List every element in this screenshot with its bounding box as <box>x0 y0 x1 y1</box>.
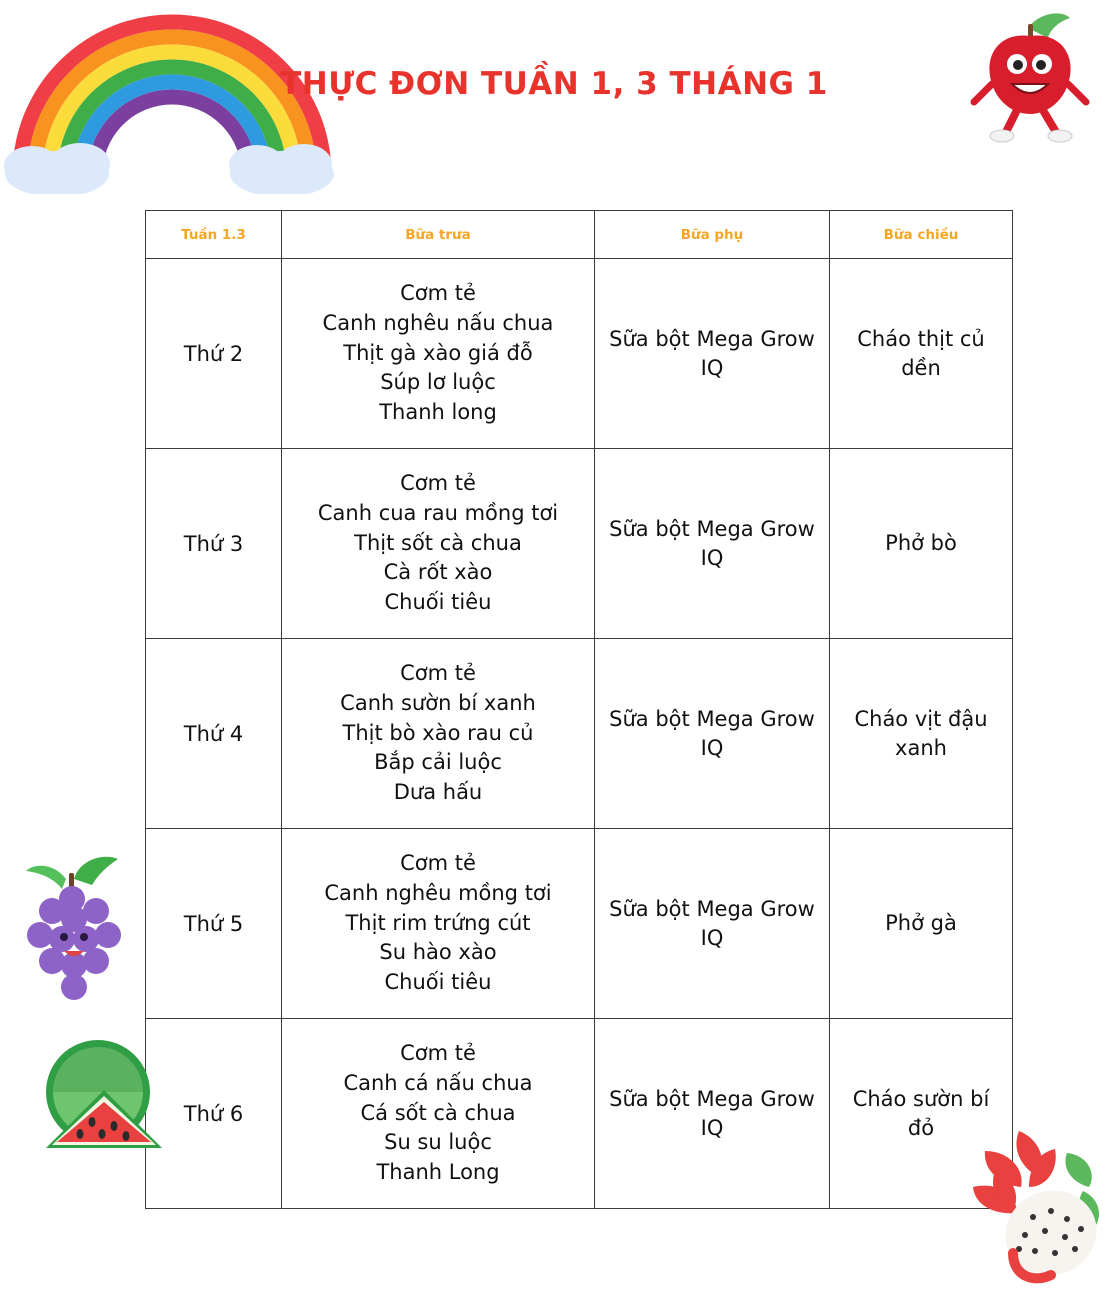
lunch-item: Thanh long <box>379 400 497 425</box>
snack-item: Sữa bột Mega Grow IQ <box>595 1019 830 1209</box>
day-label: Thứ 3 <box>146 449 282 639</box>
lunch-items <box>282 259 595 449</box>
table-row <box>146 1019 1013 1209</box>
rainbow-with-clouds-icon <box>2 14 342 194</box>
snack-item: Sữa bột Mega Grow IQ <box>595 829 830 1019</box>
column-header-lunch: Bữa trưa <box>282 211 595 259</box>
dinner-item: Cháo sườn bí đỏ <box>830 1019 1013 1209</box>
lunch-item: Canh nghêu nấu chua <box>322 310 554 335</box>
lunch-items <box>282 639 595 829</box>
lunch-item: Su hào xào <box>379 940 497 965</box>
lunch-item: Canh cua rau mồng tơi <box>317 500 559 525</box>
lunch-items <box>282 449 595 639</box>
table-row <box>146 259 1013 449</box>
lunch-items <box>282 829 595 1019</box>
lunch-item: Dưa hấu <box>393 780 483 805</box>
lunch-item: Canh sườn bí xanh <box>340 690 536 715</box>
watermelon-icon <box>26 1030 176 1180</box>
lunch-item: Canh cá nấu chua <box>343 1070 533 1095</box>
day-label: Thứ 4 <box>146 639 282 829</box>
day-label: Thứ 2 <box>146 259 282 449</box>
lunch-items <box>282 1019 595 1209</box>
grapes-icon <box>14 845 134 1005</box>
lunch-item: Cơm tẻ <box>400 1040 476 1065</box>
dinner-item: Phở gà <box>830 829 1013 1019</box>
dragonfruit-icon <box>955 1125 1108 1285</box>
day-label: Thứ 5 <box>146 829 282 1019</box>
day-label: Thứ 6 <box>146 1019 282 1209</box>
column-header-snack: Bữa phụ <box>595 211 830 259</box>
snack-item: Sữa bột Mega Grow IQ <box>595 449 830 639</box>
lunch-item: Cơm tẻ <box>400 850 476 875</box>
column-header-week: Tuần 1.3 <box>146 211 282 259</box>
dinner-item: Phở bò <box>830 449 1013 639</box>
lunch-item: Súp lơ luộc <box>380 370 496 395</box>
table-header-row <box>146 211 1013 259</box>
table-body <box>146 259 1013 1209</box>
dinner-item: Cháo vịt đậu xanh <box>830 639 1013 829</box>
lunch-item: Canh nghêu mồng tơi <box>324 880 552 905</box>
weekly-menu-table <box>145 210 1013 1209</box>
page-title: THỰC ĐƠN TUẦN 1, 3 THÁNG 1 <box>280 66 828 102</box>
snack-item: Sữa bột Mega Grow IQ <box>595 259 830 449</box>
column-header-dinner: Bữa chiều <box>830 211 1013 259</box>
lunch-item: Cơm tẻ <box>400 660 476 685</box>
lunch-item: Chuối tiêu <box>384 970 492 995</box>
lunch-item: Su su luộc <box>384 1130 492 1155</box>
lunch-item: Thịt sốt cà chua <box>354 530 522 555</box>
table-row <box>146 639 1013 829</box>
lunch-item: Chuối tiêu <box>384 590 492 615</box>
lunch-item: Cơm tẻ <box>400 470 476 495</box>
table-row <box>146 829 1013 1019</box>
lunch-item: Thịt gà xào giá đỗ <box>343 340 533 365</box>
table-row <box>146 449 1013 639</box>
dinner-item: Cháo thịt củ dền <box>830 259 1013 449</box>
lunch-item: Cơm tẻ <box>400 280 476 305</box>
lunch-item: Bắp cải luộc <box>374 750 502 775</box>
snack-item: Sữa bột Mega Grow IQ <box>595 639 830 829</box>
lunch-item: Cá sốt cà chua <box>360 1100 516 1125</box>
lunch-item: Thịt rim trứng cút <box>345 910 531 935</box>
lunch-item: Cà rốt xào <box>383 560 493 585</box>
lunch-item: Thịt bò xào rau củ <box>342 720 534 745</box>
lunch-item: Thanh Long <box>376 1160 500 1185</box>
